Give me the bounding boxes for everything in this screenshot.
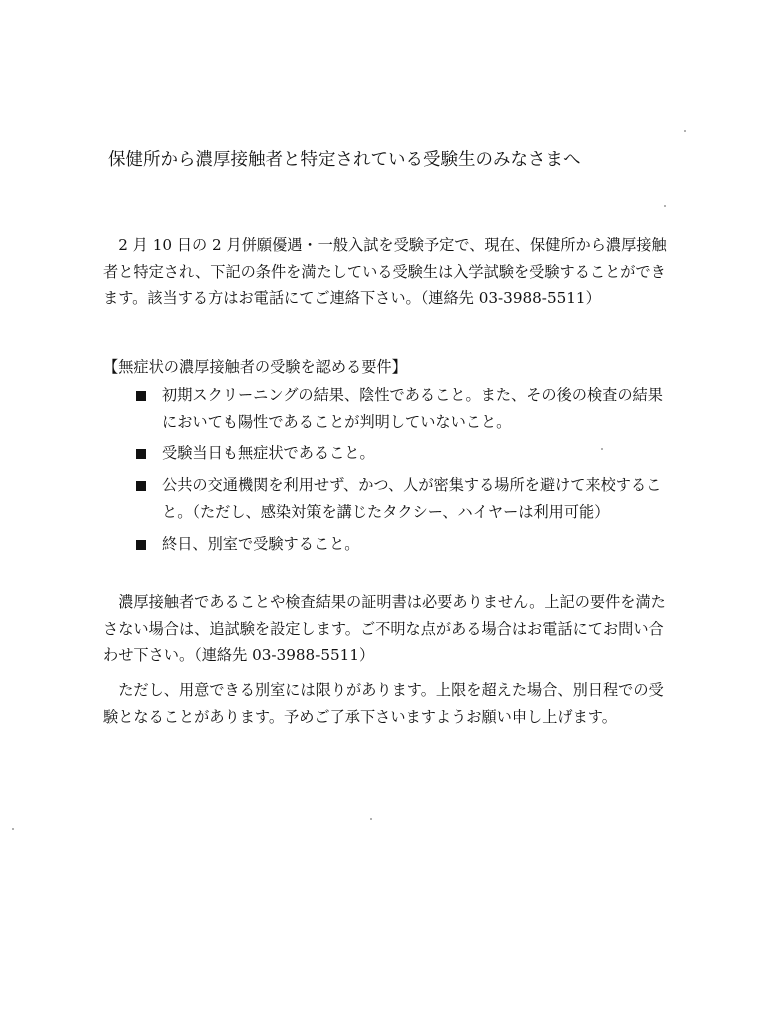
room-limit-paragraph: ただし、用意できる別室には限りがあります。上限を超えた場合、別日程での受験となることがあります。予めご了承下さいますようお願い申し上げます。 bbox=[103, 681, 664, 726]
square-bullet-icon bbox=[136, 391, 146, 401]
list-item bbox=[132, 440, 677, 467]
list-item bbox=[132, 531, 677, 558]
list-item bbox=[132, 472, 677, 526]
requirement-text: 受験当日も無症状であること。 bbox=[162, 444, 375, 462]
intro-paragraph: 2 月 10 日の 2 月併願優遇・一般入試を受験予定で、現在、保健所から濃厚接触者と特定され、下記の条件を満たしている受験生は入学試験を受験することができます。該当する方はお電話にてご連絡下さい。（連絡先 03-3988-5511） bbox=[103, 236, 667, 307]
square-bullet-icon bbox=[136, 540, 146, 550]
requirement-text: 終日、別室で受験すること。 bbox=[162, 535, 360, 553]
requirements-heading: 【無症状の濃厚接触者の受験を認める要件】 bbox=[103, 358, 407, 376]
square-bullet-icon bbox=[136, 481, 146, 491]
square-bullet-icon bbox=[136, 449, 146, 459]
scan-speck bbox=[664, 205, 666, 207]
document-title: 保健所から濃厚接触者と特定されている受験生のみなさまへ bbox=[108, 150, 581, 170]
scan-speck bbox=[601, 448, 603, 450]
scan-speck bbox=[12, 828, 14, 830]
scan-speck bbox=[370, 818, 372, 820]
scan-speck bbox=[684, 130, 686, 132]
certificate-note-paragraph: 濃厚接触者であることや検査結果の証明書は必要ありません。上記の要件を満たさない場合は、追試験を設定します。ご不明な点がある場合はお電話にてお問い合わせ下さい。（連絡先 03-3988-5511） bbox=[103, 593, 666, 664]
requirements-list bbox=[132, 382, 677, 558]
list-item bbox=[132, 382, 677, 436]
requirement-text: 公共の交通機関を利用せず、かつ、人が密集する場所を避けて来校すること。（ただし、感染対策を講じたタクシー、ハイヤーは利用可能） bbox=[162, 476, 662, 521]
requirement-text: 初期スクリーニングの結果、陰性であること。また、その後の検査の結果においても陽性であることが判明していないこと。 bbox=[162, 386, 663, 431]
